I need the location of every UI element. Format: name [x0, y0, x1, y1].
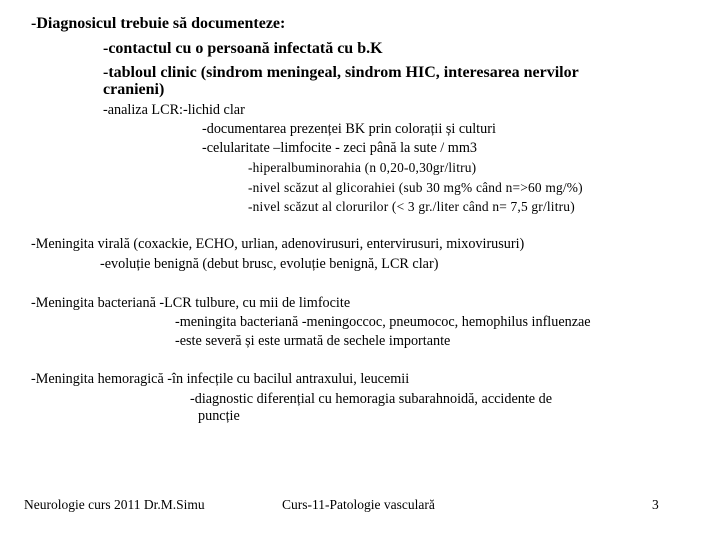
footer-course-author: Neurologie curs 2011 Dr.M.Simu [24, 497, 205, 512]
lcr-cellularity-line: -celularitate –limfocite - zeci până la sute / mm3 [202, 140, 477, 156]
footer-page-number: 3 [652, 497, 659, 512]
viral-meningitis-line: -Meningita virală (coxackie, ECHO, urlian, adenovirusuri, entervirusuri, mixovirusuri) [31, 236, 525, 252]
diagnosis-contact-item: -contactul cu o persoană infectată cu b.K [103, 40, 383, 57]
lcr-analysis-line: -analiza LCR:-lichid clar [103, 102, 245, 118]
hemorrhagic-differential-line-cont: puncție [198, 408, 240, 424]
hemorrhagic-differential-line: -diagnostic diferențial cu hemoragia subarahnoidă, accidente de [190, 391, 553, 407]
diagnosis-clinical-item-cont: cranieni) [103, 81, 165, 98]
lcr-chloride-line: -nivel scăzut al clorurilor (< 3 gr./liter când n= 7,5 gr/litru) [248, 199, 575, 214]
bacterial-agents-line: -meningita bacteriană -meningoccoc, pneumococ, hemophilus influenzae [175, 314, 591, 330]
lcr-glucose-line: -nivel scăzut al glicorahiei (sub 30 mg% când n=>60 mg/%) [248, 180, 583, 195]
footer-lecture-title: Curs-11-Patologie vasculară [282, 497, 435, 512]
lcr-bk-line: -documentarea prezenței BK prin colorații și culturi [202, 121, 496, 137]
hemorrhagic-meningitis-line: -Meningita hemoragică -în infecțile cu bacilul antraxului, leucemii [31, 371, 410, 387]
lcr-albumin-line: -hiperalbuminorahia (n 0,20-0,30gr/litru) [248, 160, 477, 175]
viral-evolution-line: -evoluție benignă (debut brusc, evoluție benignă, LCR clar) [100, 256, 439, 272]
bacterial-severity-line: -este severă și este urmată de sechele importante [175, 333, 451, 349]
diagnosis-clinical-item: -tabloul clinic (sindrom meningeal, sindrom HIC, interesarea nervilor [103, 64, 579, 81]
diagnosis-heading: -Diagnosicul trebuie să documenteze: [31, 15, 286, 32]
bacterial-meningitis-line: -Meningita bacteriană -LCR tulbure, cu mii de limfocite [31, 295, 351, 311]
